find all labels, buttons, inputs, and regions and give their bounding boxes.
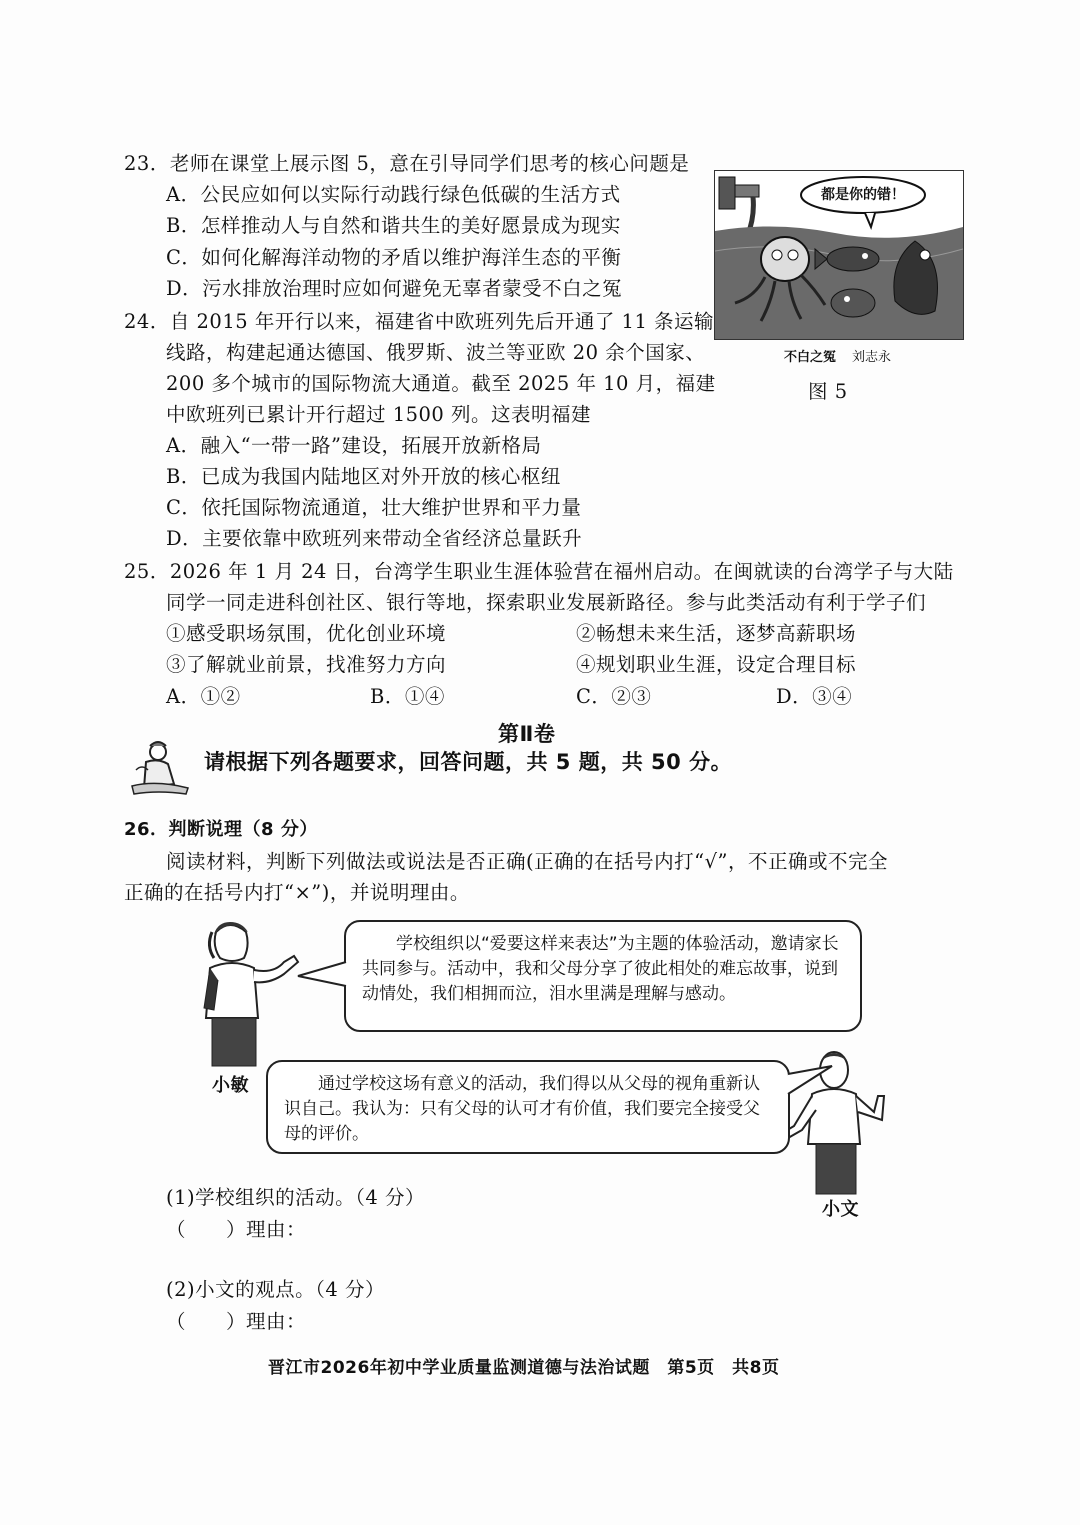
q24-option-b: B．已成为我国内陆地区对外开放的核心枢纽 — [166, 465, 561, 488]
q26-title: 26．判断说理（8 分） — [124, 819, 318, 840]
q25-item-3: ③了解就业前景，找准努力方向 — [166, 653, 447, 676]
q25-stem-line-1: 25．2026 年 1 月 24 日，台湾学生职业生涯体验营在福州启动。在闽就读的台湾学子与大陆 — [124, 560, 954, 583]
q24-stem-line-3: 200 多个城市的国际物流大通道。截至 2025 年 10 月，福建 — [166, 372, 716, 395]
xiaowen-name: 小文 — [822, 1199, 859, 1220]
part2-title: 第Ⅱ卷 — [498, 722, 556, 746]
q24-stem-line-4: 中欧班列已累计开行超过 1500 列。这表明福建 — [166, 403, 592, 426]
q24-option-d: D．主要依靠中欧班列来带动全省经济总量跃升 — [166, 527, 583, 550]
q25-item-2: ②畅想未来生活，逐梦高薪职场 — [576, 622, 857, 645]
q24-option-c: C．依托国际物流通道，壮大维护世界和平力量 — [166, 496, 582, 519]
q26-sub1-answer[interactable]: （ ）理由： — [166, 1218, 307, 1241]
q26-sub2-answer[interactable]: （ ）理由： — [166, 1310, 307, 1333]
q23-option-d: D．污水排放治理时应如何避免无辜者蒙受不白之冤 — [166, 277, 623, 300]
q24-stem-line-1: 24．自 2015 年开行以来，福建省中欧班列先后开通了 11 条运输 — [124, 310, 715, 333]
part2-instruction: 请根据下列各题要求，回答问题，共 5 题，共 50 分。 — [204, 750, 733, 774]
q25-item-1: ①感受职场氛围，优化创业环境 — [166, 622, 447, 645]
q24-option-a: A．融入“一带一路”建设，拓展开放新格局 — [166, 434, 542, 457]
xiaomin-name: 小敏 — [212, 1075, 249, 1096]
q23-stem: 23．老师在课堂上展示图 5，意在引导同学们思考的核心问题是 — [124, 152, 690, 175]
q25-item-4: ④规划职业生涯，设定合理目标 — [576, 653, 857, 676]
figure5-caption-title: 不白之冤 — [784, 350, 837, 365]
xiaowen-speech-bubble — [266, 1060, 790, 1154]
q25-choice-d: D．③④ — [776, 685, 853, 708]
figure5-caption-author: 刘志永 — [852, 350, 892, 365]
q23-option-b: B．怎样推动人与自然和谐共生的美好愿景成为现实 — [166, 214, 621, 237]
q26-sub1-title: (1)学校组织的活动。（4 分） — [166, 1186, 425, 1209]
xiaomin-speech-bubble — [344, 920, 862, 1032]
cartoon-speech: 都是你的错！ — [821, 187, 905, 203]
q25-choice-b: B．①④ — [370, 685, 445, 708]
xiaowen-bubble-tail — [786, 1064, 836, 1100]
q26-intro-line-2: 正确的在括号内打“×”)，并说明理由。 — [124, 881, 470, 904]
figure5-label: 图 5 — [808, 380, 848, 403]
q26-sub2-title: (2)小文的观点。（4 分） — [166, 1278, 385, 1301]
q23-option-c: C．如何化解海洋动物的矛盾以维护海洋生态的平衡 — [166, 246, 622, 269]
q25-choice-a: A．①② — [166, 685, 241, 708]
reader-figure-icon — [128, 740, 192, 796]
q24-stem-line-2: 线路，构建起通达德国、俄罗斯、波兰等亚欧 20 余个国家、 — [166, 341, 706, 364]
xiaomin-bubble-tail — [296, 960, 348, 990]
xiaomin-figure — [196, 918, 306, 1068]
figure5-cartoon — [714, 170, 964, 340]
xiaomin-speech-text: 学校组织以“爱要这样来表达”为主题的体验活动，邀请家长共同参与。活动中，我和父母分享了彼此相处的难忘故事，说到动情处，我们相拥而泣，泪水里满是理解与感动。 — [362, 934, 839, 1004]
q23-option-a: A．公民应如何以实际行动践行绿色低碳的生活方式 — [166, 183, 621, 206]
q25-stem-line-2: 同学一同走进科创社区、银行等地，探索职业发展新路径。参与此类活动有利于学子们 — [166, 591, 927, 614]
q26-intro-line-1: 阅读材料，判断下列做法或说法是否正确(正确的在括号内打“√”，不正确或不完全 — [166, 850, 888, 873]
page-footer: 晋江市2026年初中学业质量监测道德与法治试题 第5页 共8页 — [268, 1358, 780, 1378]
q25-choice-c: C．②③ — [576, 685, 652, 708]
xiaowen-speech-text: 通过学校这场有意义的活动，我们得以从父母的视角重新认识自己。我认为：只有父母的认可才有价值，我们要完全接受父母的评价。 — [284, 1074, 760, 1144]
